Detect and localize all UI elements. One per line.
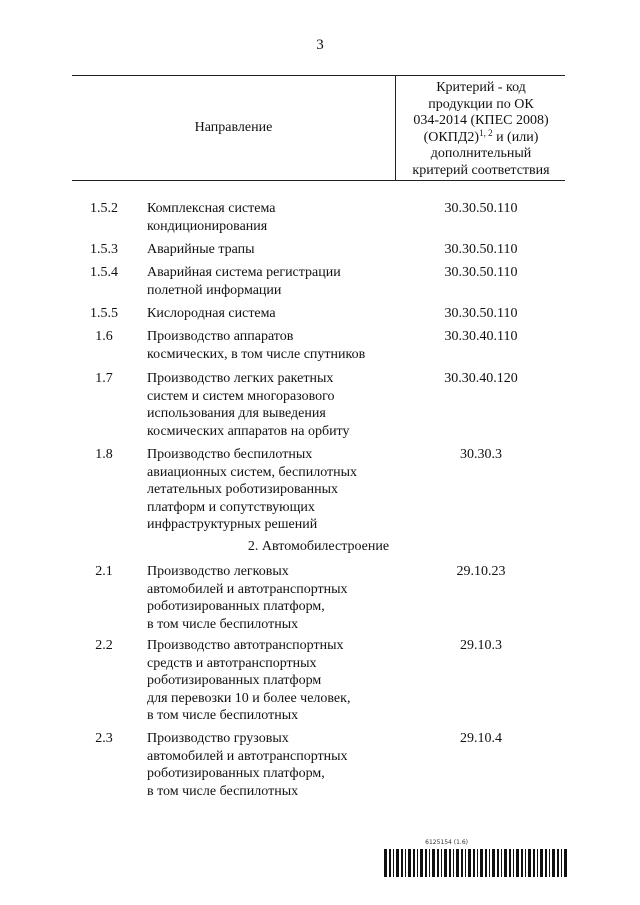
header-criterion-line: дополнительный <box>430 146 532 161</box>
row-number: 1.8 <box>95 447 113 462</box>
row-code: 29.10.23 <box>456 564 506 579</box>
row-code: 30.30.40.110 <box>444 329 518 344</box>
header-criterion-line: 034-2014 (КПЕС 2008) <box>413 113 549 128</box>
barcode-stamp <box>384 839 568 879</box>
row-direction: Комплексная система кондиционирования <box>147 201 276 234</box>
row-direction: Производство легковых автомобилей и автотранспортных роботизированных платформ, в том числе беспилотных <box>147 564 348 632</box>
row-code: 30.30.50.110 <box>444 265 518 280</box>
header-criterion-line: Критерий - код <box>436 80 526 95</box>
row-number: 2.1 <box>95 564 113 579</box>
footnote-marker: 1, 2 <box>479 127 493 138</box>
barcode-text: 6125154 (1.6) <box>425 839 468 846</box>
row-direction: Производство легких ракетных систем и систем многоразового использования для выведения космических аппаратов на орбиту <box>147 371 350 439</box>
row-number: 1.7 <box>95 371 113 386</box>
row-number: 1.5.3 <box>90 242 118 257</box>
barcode-icon <box>384 849 568 877</box>
row-direction: Аварийные трапы <box>147 242 255 257</box>
row-number: 1.5.5 <box>90 306 118 321</box>
row-direction: Производство беспилотных авиационных систем, беспилотных летательных роботизированных платформ и сопутствующих инфраструктурных решений <box>147 447 358 532</box>
row-code: 30.30.40.120 <box>444 371 518 386</box>
row-direction: Производство аппаратов космических, в том числе спутников <box>147 329 366 362</box>
row-number: 1.6 <box>95 329 113 344</box>
row-direction: Аварийная система регистрации полетной информации <box>147 265 341 298</box>
row-direction: Производство грузовых автомобилей и автотранспортных роботизированных платформ, в том числе беспилотных <box>147 731 348 799</box>
row-direction: Кислородная система <box>147 306 276 321</box>
row-number: 1.5.2 <box>90 201 118 216</box>
header-criterion-okpd: (ОКПД2) <box>423 129 480 145</box>
header-criterion-line: критерий соответствия <box>412 162 550 178</box>
row-direction: Производство автотранспортных средств и автотранспортных роботизированных платформ для перевозки 10 и более человек, в том числе беспилотных <box>147 638 351 723</box>
row-code: 30.30.50.110 <box>444 242 518 257</box>
page-number: 3 <box>316 37 324 53</box>
header-criterion-after-sup: и (или) <box>492 129 539 145</box>
row-code: 30.30.50.110 <box>444 306 518 321</box>
row-code: 29.10.4 <box>460 731 502 746</box>
header-criterion-line: продукции по ОК <box>428 96 534 112</box>
row-code: 29.10.3 <box>460 638 502 653</box>
row-code: 30.30.50.110 <box>444 201 518 216</box>
row-number: 1.5.4 <box>90 265 118 280</box>
row-code: 30.30.3 <box>460 447 502 462</box>
row-number: 2.3 <box>95 731 113 746</box>
section-title: 2. Автомобилестроение <box>247 539 390 554</box>
header-direction: Направление <box>194 120 273 135</box>
row-number: 2.2 <box>95 638 113 653</box>
